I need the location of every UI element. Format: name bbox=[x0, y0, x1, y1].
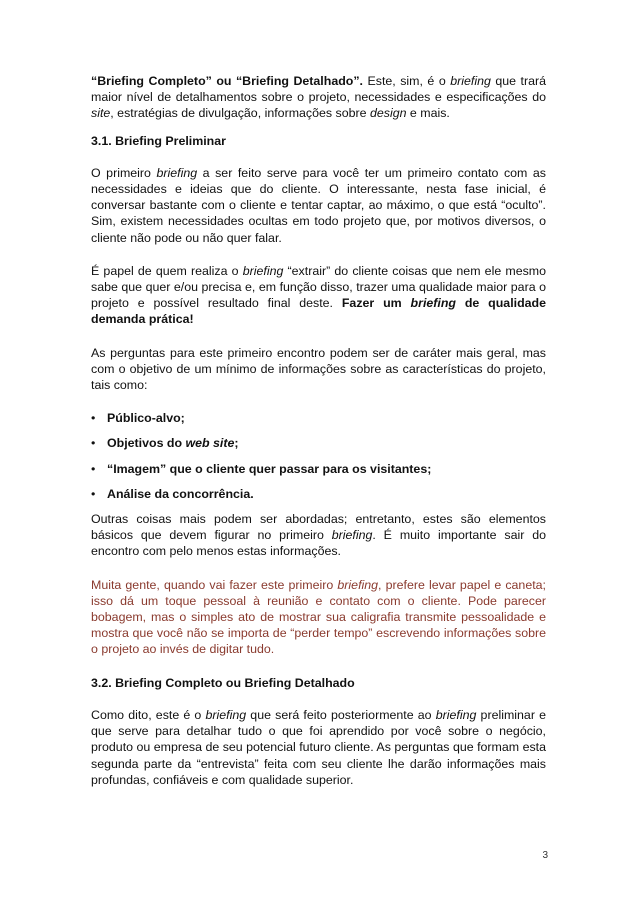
text-run: que será feito posteriormente ao bbox=[246, 707, 436, 722]
text-run: e mais. bbox=[406, 106, 450, 121]
text-run: briefing bbox=[242, 263, 284, 278]
bullet-glyph: • bbox=[91, 411, 96, 426]
paragraph-preliminar-2 bbox=[91, 263, 546, 328]
list-item bbox=[91, 410, 546, 426]
text-run: briefing bbox=[156, 165, 198, 180]
paragraph-intro bbox=[91, 73, 546, 122]
text-run: Fazer um bbox=[341, 296, 411, 311]
text-run: As perguntas para este primeiro encontro podem ser de caráter mais geral, mas com o objetivo de um mínimo de informações sobre as características do projeto, tais como: bbox=[91, 345, 546, 393]
text-run: , prefere levar papel e caneta; isso dá um toque pessoal à reunião e contato com o cliente. Pode parecer bobagem, mas o simples ato de mostrar sua caligrafia transmite pessoalidade e mostra que você não se importa de “perder tempo” escrevendo informações sobre o projeto ao invés de digitar tudo. bbox=[91, 577, 546, 657]
text-run: “Briefing Completo” ou “Briefing Detalhado”. bbox=[91, 74, 363, 88]
list-item bbox=[91, 435, 546, 451]
paragraph-completo-1 bbox=[91, 707, 546, 788]
text-run: web site bbox=[185, 436, 235, 451]
paragraph-preliminar-4 bbox=[91, 511, 546, 560]
text-run: preliminar e que serve para detalhar tudo o que foi aprendido por você sobre o negócio, produto ou empresa de seu potencial futuro cliente. As perguntas que formam esta segunda parte da “entrevista” feita com seu cliente lhe darão informações mais profundas, confiáveis e com qualidade superior. bbox=[91, 707, 547, 787]
text-run: Público-alvo; bbox=[107, 411, 185, 426]
paragraph-note bbox=[91, 577, 546, 658]
text-run: ; bbox=[234, 436, 239, 451]
paragraph-preliminar-3 bbox=[91, 345, 546, 394]
text-run: Análise da concorrência. bbox=[107, 486, 254, 501]
bullet-list bbox=[91, 410, 546, 502]
section-title-preliminar: 3.1. Briefing Preliminar bbox=[91, 133, 226, 148]
text-run: É papel de quem realiza o bbox=[91, 263, 243, 278]
bullet-glyph: • bbox=[91, 461, 96, 476]
text-run: . É muito importante sair do encontro com pelo menos estas informações. bbox=[91, 528, 546, 559]
paragraph-preliminar-1 bbox=[91, 165, 546, 246]
text-run: Este, sim, é o bbox=[363, 74, 451, 88]
text-run: que trará maior nível de detalhamentos sobre o projeto, necessidades e especificações do bbox=[91, 74, 546, 105]
bullet-glyph: • bbox=[91, 486, 96, 501]
list-item bbox=[91, 461, 546, 477]
list-item-text bbox=[107, 411, 185, 425]
section-title-completo: 3.2. Briefing Completo ou Briefing Detalhado bbox=[91, 675, 355, 690]
text-run: “extrair” do cliente coisas que nem ele mesmo sabe que quer e/ou precisa e, em função disso, trazer uma qualidade maior para o projeto e possível resultado final deste. bbox=[91, 263, 547, 311]
text-run: site bbox=[91, 106, 111, 121]
text-run: briefing bbox=[450, 74, 491, 88]
text-run: “Imagem” que o cliente quer passar para os visitantes; bbox=[107, 461, 432, 476]
text-run: briefing bbox=[435, 707, 477, 722]
text-run: briefing bbox=[331, 528, 373, 543]
text-run: Outras coisas mais podem ser abordadas; entretanto, estes são elementos básicos que devem figurar no primeiro bbox=[91, 512, 546, 543]
text-run: a ser feito serve para você ter um primeiro contato com as necessidades e ideias que do cliente. O interessante, nesta fase inicial, é conversar bastante com o cliente e tentar captar, ao máximo, o que está “oculto”. Sim, existem necessidades ocultas em todo projeto que, por motivos diversos, o cliente não pode ou não quer falar. bbox=[91, 165, 546, 245]
page-number: 3 bbox=[542, 850, 548, 861]
text-run: O primeiro bbox=[91, 165, 157, 180]
text-run: , estratégias de divulgação, informações sobre bbox=[110, 106, 370, 121]
text-run: Como dito, este é o bbox=[91, 707, 206, 722]
text-run: briefing bbox=[337, 577, 379, 592]
text-run: design bbox=[369, 106, 407, 121]
text-run: Muita gente, quando vai fazer este primeiro bbox=[91, 577, 338, 592]
list-item-text bbox=[107, 487, 254, 501]
list-item-text bbox=[107, 462, 431, 476]
text-run: de qualidade demanda prática! bbox=[91, 296, 546, 327]
text-run: briefing bbox=[205, 707, 247, 722]
text-run: briefing bbox=[410, 296, 456, 311]
list-item-text bbox=[107, 436, 239, 450]
text-run: Objetivos do bbox=[107, 436, 186, 451]
bullet-glyph: • bbox=[91, 436, 96, 451]
list-item bbox=[91, 486, 546, 502]
page-content bbox=[91, 73, 546, 788]
